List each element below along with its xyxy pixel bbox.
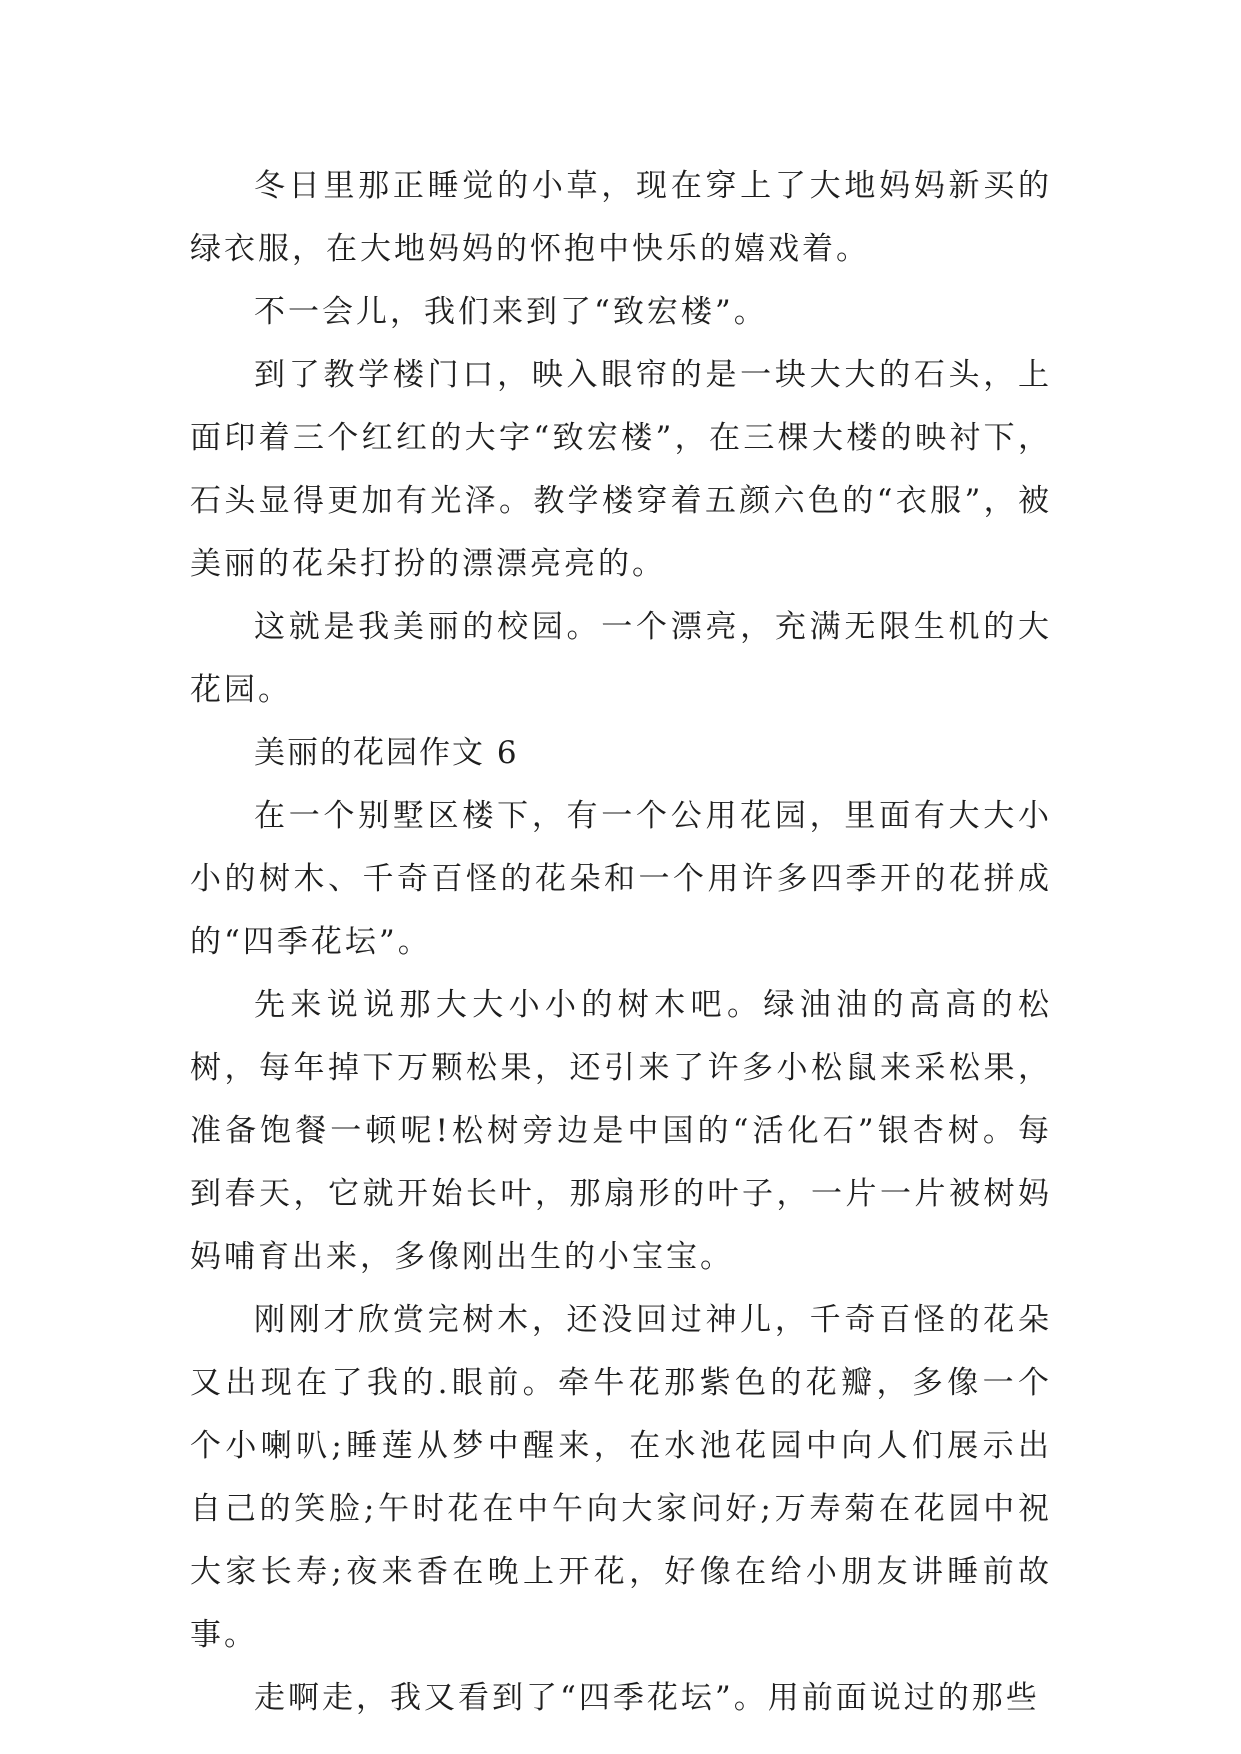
paragraph-grass: 冬日里那正睡觉的小草，现在穿上了大地妈妈新买的绿衣服，在大地妈妈的怀抱中快乐的嬉戏着。 bbox=[190, 168, 1052, 267]
paragraph-trees: 先来说说那大大小小的树木吧。绿油油的高高的松树，每年掉下万颗松果，还引来了许多小松鼠来采松果，准备饱餐一顿呢!松树旁边是中国的“活化石”银杏树。每到春天，它就开始长叶，那扇形的叶子，一片一片被树妈妈哺育出来，多像刚出生的小宝宝。 bbox=[190, 987, 1052, 1275]
paragraph-garden-intro: 在一个别墅区楼下，有一个公用花园，里面有大大小小的树木、千奇百怪的花朵和一个用许多四季开的花拼成的“四季花坛”。 bbox=[190, 798, 1052, 960]
paragraph-flower-bed: 走啊走，我又看到了“四季花坛”。用前面说过的那些 bbox=[254, 1680, 1040, 1716]
paragraph-building-entrance: 到了教学楼门口，映入眼帘的是一块大大的石头，上面印着三个红红的大字“致宏楼”，在三棵大楼的映衬下，石头显得更加有光泽。教学楼穿着五颜六色的“衣服”，被美丽的花朵打扮的漂漂亮亮的。 bbox=[190, 357, 1052, 582]
paragraph-arrive-building: 不一会儿，我们来到了“致宏楼”。 bbox=[254, 294, 768, 330]
section-title: 美丽的花园作文 6 bbox=[254, 735, 519, 771]
paragraph-campus-summary: 这就是我美丽的校园。一个漂亮，充满无限生机的大花园。 bbox=[190, 609, 1052, 708]
document-page bbox=[190, 155, 1052, 1730]
paragraph-flowers: 刚刚才欣赏完树木，还没回过神儿，千奇百怪的花朵又出现在了我的.眼前。牵牛花那紫色的花瓣，多像一个个小喇叭;睡莲从梦中醒来，在水池花园中向人们展示出自己的笑脸;午时花在中午向大家问好;万寿菊在花园中祝大家长寿;夜来香在晚上开花，好像在给小朋友讲睡前故事。 bbox=[190, 1302, 1052, 1653]
